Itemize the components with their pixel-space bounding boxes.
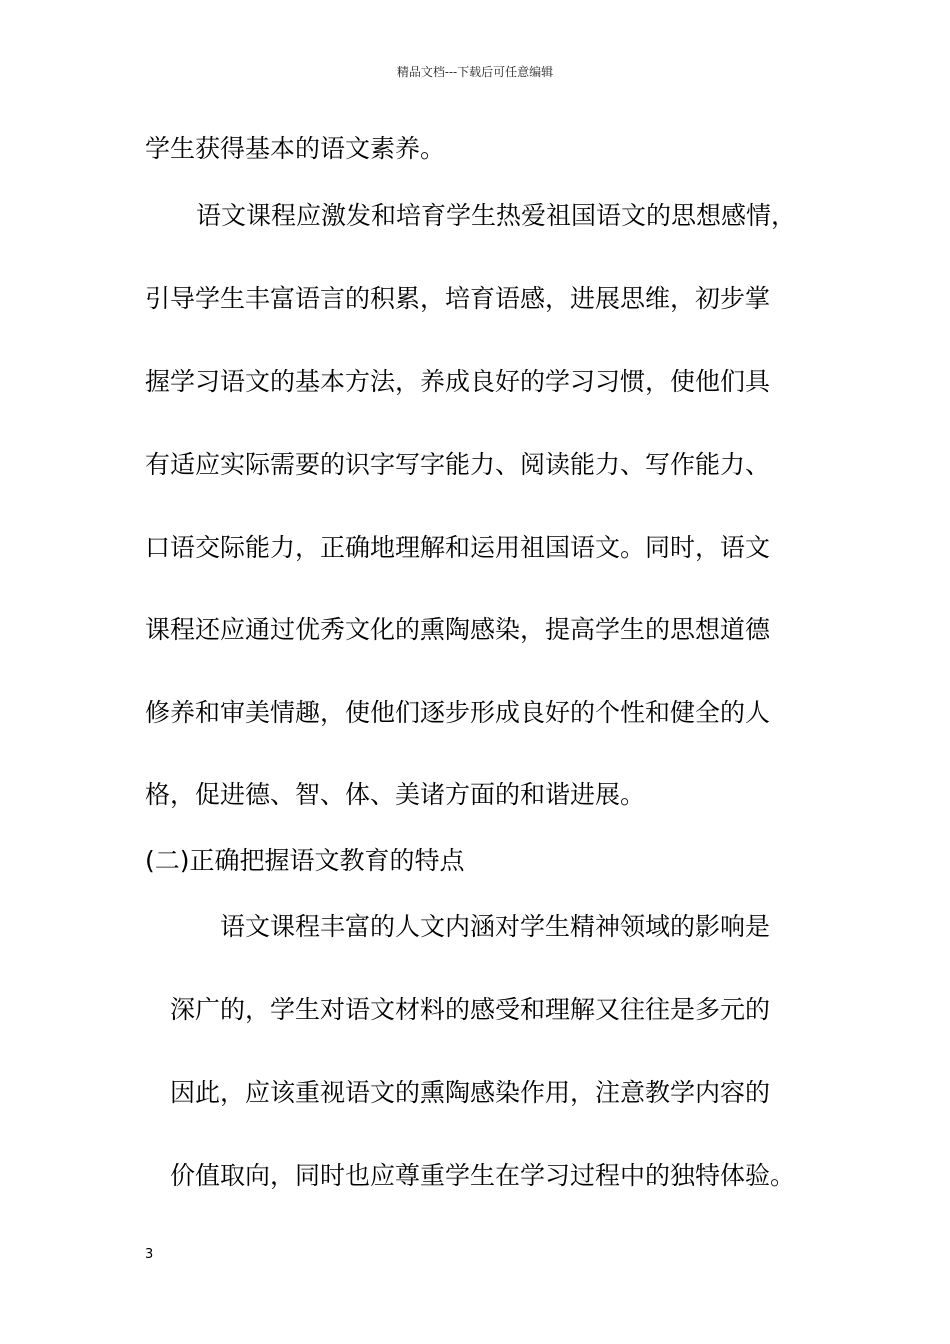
text-line-8: 修养和审美情趣，使他们逐步形成良好的个性和健全的人 [145,698,771,727]
text-line-5: 有适应实际需要的识字写字能力、阅读能力、写作能力、 [145,450,771,479]
text-line-2: 语文课程应激发和培育学生热爱祖国语文的思想感情， [196,201,797,230]
section-heading: (二)正确把握语文教育的特点 [145,846,465,875]
text-line-1: 学生获得基本的语文素养。 [145,134,446,163]
text-line-14: 价值取向，同时也应尊重学生在学习过程中的独特体验。 [170,1161,796,1190]
text-line-4: 握学习语文的基本方法，养成良好的学习习惯，使他们具 [145,367,771,396]
text-line-7: 课程还应通过优秀文化的熏陶感染，提高学生的思想道德 [145,615,771,644]
text-line-6: 口语交际能力，正确地理解和运用祖国语文。同时，语文 [145,533,771,562]
text-line-11: 语文课程丰富的人文内涵对学生精神领域的影响是 [220,912,771,941]
text-line-3: 引导学生丰富语言的积累，培育语感，进展思维，初步掌 [145,284,771,313]
text-line-13: 因此，应该重视语文的熏陶感染作用，注意教学内容的 [170,1078,771,1107]
text-line-9: 格，促进德、智、体、美诸方面的和谐进展。 [145,780,646,809]
page-number: 3 [145,1247,154,1262]
page-header: 精品文档---下载后可任意编辑 [396,65,554,79]
text-line-12: 深广的，学生对语文材料的感受和理解又往往是多元的 [170,995,771,1024]
